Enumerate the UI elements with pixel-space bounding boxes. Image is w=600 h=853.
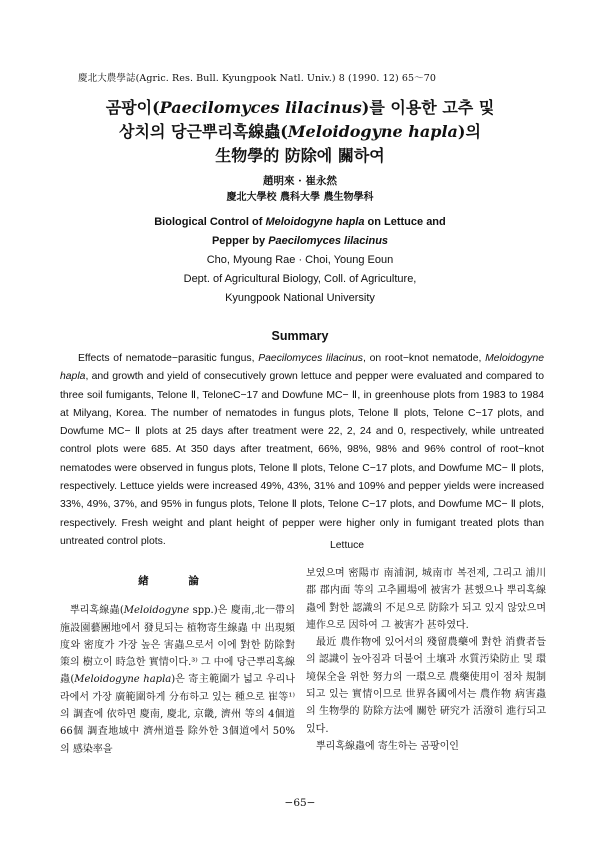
species-name: Meloidogyne <box>123 605 190 617</box>
english-title-line-2: Pepper by Paecilomyces lilacinus <box>211 235 389 247</box>
species-name: Meloidogyne hapla <box>60 353 545 383</box>
summary-abstract <box>60 350 544 551</box>
english-affiliation-line-1: Dept. of Agricultural Biology, Coll. of Agriculture, <box>183 273 417 285</box>
left-column <box>60 565 295 758</box>
english-title-line-1: Biological Control of Meloidogyne hapla on Lettuce and <box>154 216 446 228</box>
intro-paragraph: 뿌리혹線蟲에 寄生하는 곰팡이인 <box>316 740 459 752</box>
korean-title-line-3: 生物學的 防除에 關하여 <box>215 146 385 165</box>
intro-paragraph: 뿌리혹線蟲(Meloidogyne spp.)은 慶南,北ㅡ帶의 施設園藝團地에서 發見되는 植物寄生線蟲 中 出現頻度와 密度가 가장 높은 害蟲으로서 이에 對한 防除對策의 樹立이 時急한 實情이다.³⁾ 그 中에 당근뿌리혹線蟲(Meloidogyne hapla)은 寄主範圍가 넓고 우리나라에서 가장 廣範圍하게 分布하고 있는 種으로 崔等¹⁾의 調査에 依하면 慶南, 慶北, 京畿, 濟州 等의 4個道 66個 調査地域中 濟州道를 除外한 3個道에서 50%의 感染率을 <box>60 605 295 755</box>
english-authors: Cho, Myoung Rae · Choi, Young Eoun <box>206 254 394 266</box>
species-name: Meloidogyne hapla <box>287 122 458 141</box>
journal-header: 慶北大農學誌(Agric. Res. Bull. Kyungpook Natl. Univ.) 8 (1990. 12) 65～70 <box>78 73 437 84</box>
species-name: Paecilomyces lilacinus <box>268 235 389 247</box>
korean-authors: 趙明來 · 崔永然 <box>263 175 337 187</box>
summary-heading: Summary <box>271 329 329 343</box>
species-name: Meloidogyne hapla <box>74 674 172 686</box>
introduction-heading: 緖 論 <box>138 575 217 587</box>
intro-paragraph: 最近 農作物에 있어서의 殘留農藥에 對한 消費者들의 認識이 높아짐과 더불어 土壤과 水質汚染防止 및 環境保全을 위한 努力의 一環으로 農藥使用이 점차 規制되고 있는 實情이므로 世界各國에서는 農作物 病害蟲의 生物學的 防除方法에 關한 硏究가 活潑히 進行되고 있다. <box>306 637 546 735</box>
korean-title-line-2: 상치의 당근뿌리혹線蟲(Meloidogyne hapla)의 <box>119 122 481 141</box>
species-name: Meloidogyne hapla <box>265 216 365 228</box>
english-affiliation-line-2: Kyungpook National University <box>225 292 375 304</box>
intro-paragraph: 보였으며 密陽市 南浦洞, 城南市 복전제, 그리고 浦川郡 郡内面 等의 고추圃場에 被害가 甚했으나 뿌리혹線蟲에 對한 認識의 不足으로 防除가 되고 있지 않았으며 連作으로 因하여 그 被害가 甚하였다. <box>306 568 546 631</box>
page-number: −65− <box>284 797 316 809</box>
species-name: Paecilomyces lilacinus <box>258 353 364 364</box>
species-name: Paecilomyces lilacinus <box>159 98 362 117</box>
korean-affiliation: 慶北大學校 農科大學 農生物學科 <box>226 192 374 203</box>
korean-title-line-1: 곰팡이(Paecilomyces lilacinus)를 이용한 고추 및 <box>105 98 495 117</box>
summary-paragraph: Effects of nematode−parasitic fungus, Paecilomyces lilacinus, on root−knot nematode, Meloidogyne hapla, and growth and yield of consecutively grown lettuce and pepper were evaluated and compared to three soil fumigants, Telone Ⅱ, TeloneC−17 and Dowfune MC− Ⅱ, in greenhouse plots from 1983 to 1984 at Milyang, Korea. The number of nematodes in fungus plots, Telone Ⅱ plots, Telone C−17 plots, and Dowfume MC− Ⅱ plots at 25 days after treatment were 22, 2, 24 and 0, respectively, while untreated control plots were 685. At 350 days after treatment, 66%, 98%, 98% and 96% control of root−knot nematodes were observed in fungus plots, Telone Ⅱ plots, Telone C−17 plots, and Dowfume MC− Ⅱ plots, respectively. Lettuce yields were increased 49%, 43%, 31% and 109% and pepper yields were increased 33%, 49%, 37%, and 95% in fungus plots, Telone Ⅱ plots, Telone C−17 plots, and Dowfume MC− Ⅱ plots, respectively. Fresh weight and plant height of pepper were higher only in fumigant treated plots than untreated control plots. <box>60 353 545 547</box>
stray-word: Lettuce <box>330 540 365 551</box>
right-column <box>306 565 546 755</box>
